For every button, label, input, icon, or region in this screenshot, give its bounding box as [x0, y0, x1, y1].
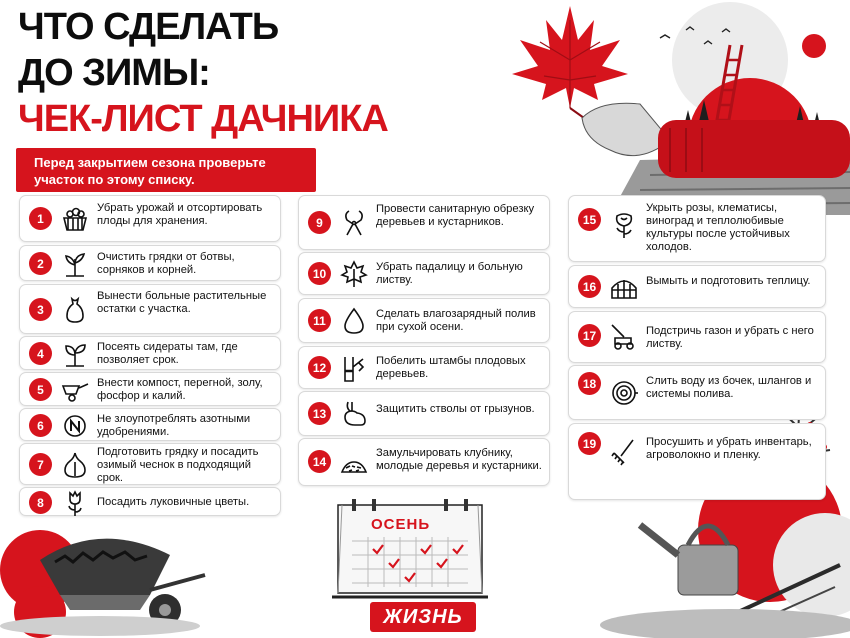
whitewash-brush-icon: [339, 353, 369, 383]
item-text: Защитить стволы от грызунов.: [376, 403, 535, 415]
leaf-icon: [339, 259, 369, 289]
item-text: Не злоупотреблять азотными удобрениями.: [97, 413, 251, 438]
item-number-badge: 19: [578, 432, 601, 455]
checklist-item-12: [298, 346, 550, 389]
checklist-item-10: [298, 252, 550, 295]
sprout-icon: [60, 339, 90, 369]
item-number-badge: 7: [29, 453, 52, 476]
item-number-badge: 13: [308, 402, 331, 425]
item-text: Очистить грядки от ботвы, сорняков и корней.: [97, 251, 235, 276]
item-number-badge: 18: [578, 372, 601, 395]
item-number-badge: 17: [578, 324, 601, 347]
checklist-item-18: [568, 365, 826, 420]
item-number-badge: 10: [308, 262, 331, 285]
checklist-item-17: [568, 311, 826, 363]
title-line-2: ДО ЗИМЫ:: [18, 52, 210, 94]
checklist-item-6: [19, 408, 281, 441]
item-text: Укрыть розы, клематисы, виноград и теплолюбивые культуры после устойчивых холодов.: [646, 202, 790, 253]
rabbit-icon: [339, 399, 369, 429]
brand-logo: ЖИЗНЬ: [370, 602, 476, 632]
lawn-mower-icon: [609, 322, 639, 352]
garlic-icon: [60, 450, 90, 480]
nitrogen-icon: [60, 411, 90, 441]
item-text: Вынести больные растительные остатки с участка.: [97, 290, 267, 315]
checklist-item-16: [568, 265, 826, 308]
checklist-item-11: [298, 298, 550, 343]
item-number-badge: 14: [308, 450, 331, 473]
checklist-item-8: [19, 487, 281, 516]
checklist-item-5: [19, 372, 281, 406]
title-line-3: ЧЕК-ЛИСТ ДАЧНИКА: [18, 98, 388, 140]
mulch-icon: [339, 448, 369, 478]
checklist-item-1: [19, 195, 281, 242]
checklist-item-19: [568, 423, 826, 500]
item-text: Сделать влагозарядный полив при сухой осени.: [376, 308, 536, 333]
item-text: Слить воду из бочек, шлангов и системы полива.: [646, 375, 812, 400]
item-text: Посадить луковичные цветы.: [97, 496, 250, 508]
page-title: [18, 8, 388, 146]
item-text: Побелить штамбы плодовых деревьев.: [376, 355, 526, 380]
calendar-label: ОСЕНЬ: [371, 516, 431, 533]
item-number-badge: 3: [29, 298, 52, 321]
autumn-scene-illustration: [490, 0, 850, 215]
checklist-item-9: [298, 195, 550, 250]
checklist-item-15: [568, 195, 826, 262]
item-text: Убрать урожай и отсортировать плоды для хранения.: [97, 202, 263, 227]
greenhouse-icon: [609, 272, 639, 302]
item-number-badge: 12: [308, 356, 331, 379]
item-text: Подготовить грядку и посадить озимый чеснок в подходящий срок.: [97, 446, 259, 484]
item-text: Провести санитарную обрезку деревьев и кустарников.: [376, 203, 535, 228]
item-text: Убрать падалицу и больную листву.: [376, 261, 523, 286]
checklist-item-14: [298, 438, 550, 486]
item-text: Подстричь газон и убрать с него листву.: [646, 325, 814, 350]
item-number-badge: 8: [29, 491, 52, 514]
pruner-icon: [339, 208, 369, 238]
item-text: Замульчировать клубнику, молодые деревья и кустарники.: [376, 447, 542, 472]
weeds-icon: [60, 249, 90, 279]
checklist-item-7: [19, 443, 281, 485]
item-text: Внести компост, перегной, золу, фосфор и калий.: [97, 377, 263, 402]
water-drop-icon: [339, 306, 369, 336]
checklist-item-2: [19, 245, 281, 281]
checklist-item-4: [19, 336, 281, 370]
item-number-badge: 16: [578, 275, 601, 298]
item-number-badge: 1: [29, 207, 52, 230]
hose-icon: [609, 378, 639, 408]
calendar-illustration: [332, 497, 488, 602]
item-number-badge: 4: [29, 342, 52, 365]
item-text: Вымыть и подготовить теплицу.: [646, 275, 811, 287]
checklist-item-3: [19, 284, 281, 334]
rose-icon: [609, 210, 639, 240]
item-number-badge: 5: [29, 378, 52, 401]
wheelbarrow-icon: [60, 375, 90, 405]
tulip-icon: [60, 488, 90, 518]
rake-icon: [609, 437, 639, 467]
item-number-badge: 2: [29, 252, 52, 275]
item-number-badge: 6: [29, 414, 52, 437]
item-text: Посеять сидераты там, где позволяет срок.: [97, 341, 238, 366]
harvest-basket-icon: [60, 204, 90, 234]
item-number-badge: 15: [578, 208, 601, 231]
item-text: Просушить и убрать инвентарь, агроволокно и пленку.: [646, 436, 812, 461]
title-line-1: ЧТО СДЕЛАТЬ: [18, 6, 279, 48]
intro-banner: Перед закрытием сезона проверьте участок по этому списку.: [16, 148, 316, 192]
garbage-bag-icon: [60, 295, 90, 325]
wheelbarrow-leaves-illustration: [0, 500, 210, 638]
item-number-badge: 9: [308, 211, 331, 234]
item-number-badge: 11: [308, 309, 331, 332]
checklist-item-13: [298, 391, 550, 436]
